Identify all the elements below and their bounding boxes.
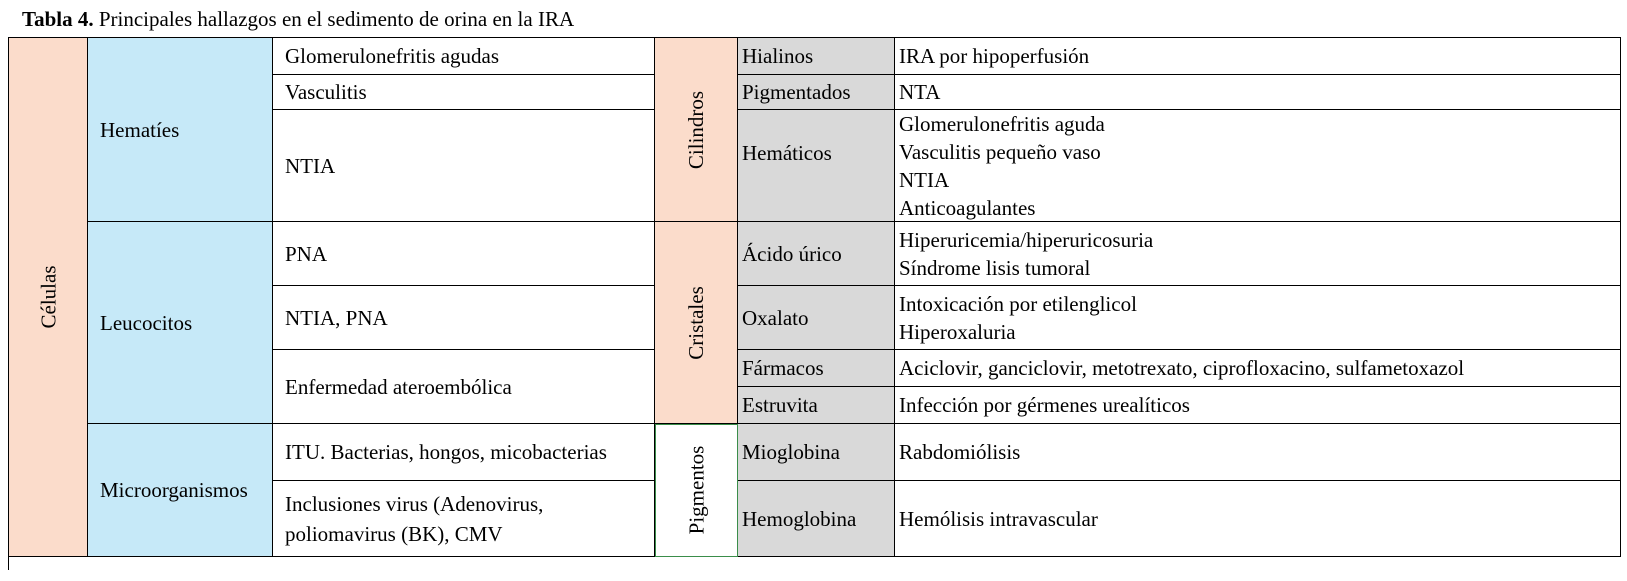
- category-cilindros-label: Cilindros: [684, 90, 708, 169]
- left-finding-text: NTIA, PNA: [285, 305, 388, 330]
- type-label: Hemoglobina: [742, 506, 857, 531]
- finding-cell: [895, 286, 1621, 350]
- type-cell: [738, 222, 895, 286]
- finding-cell: [895, 75, 1621, 110]
- finding-cell: [895, 387, 1621, 424]
- finding-text: Aciclovir, ganciclovir, metotrexato, ciprofloxacino, sulfametoxazol: [899, 356, 1465, 380]
- caption-text: Principales hallazgos en el sedimento de orina en la IRA: [93, 7, 575, 31]
- type-cell: [738, 38, 895, 75]
- left-finding-cell: [273, 110, 655, 222]
- urine-sediment-table: [8, 37, 1621, 570]
- left-finding-cell: [273, 350, 655, 424]
- left-finding-cell: [273, 286, 655, 350]
- finding-text: Rabdomiólisis: [899, 440, 1021, 464]
- group-hematies: [88, 38, 273, 222]
- finding-cell: [895, 110, 1621, 222]
- finding-text: NTIA: [899, 167, 950, 192]
- type-cell: [738, 387, 895, 424]
- left-finding-text: PNA: [285, 241, 328, 266]
- type-cell: [738, 350, 895, 387]
- type-label: Oxalato: [742, 305, 809, 330]
- category-cristales: [655, 222, 738, 424]
- group-microorganismos-label: Microorganismos: [100, 478, 248, 502]
- group-microorganismos: [88, 424, 273, 557]
- finding-text: Glomerulonefritis aguda: [899, 111, 1105, 136]
- finding-text: Infección por gérmenes urealíticos: [899, 393, 1190, 417]
- finding-text: Vasculitis pequeño vaso: [899, 139, 1101, 164]
- group-leucocitos: [88, 222, 273, 424]
- category-cristales-label: Cristales: [684, 285, 708, 360]
- finding-cell: [895, 481, 1621, 557]
- category-cells: [9, 38, 88, 557]
- table-caption: [22, 6, 574, 32]
- type-label: Estruvita: [742, 393, 818, 417]
- type-label: Mioglobina: [742, 440, 840, 464]
- left-finding-cell: [273, 75, 655, 110]
- left-finding-cell: [273, 424, 655, 481]
- finding-text: Síndrome lisis tumoral: [899, 255, 1091, 280]
- left-finding-cell: [273, 481, 655, 557]
- finding-cell: [895, 350, 1621, 387]
- group-hematies-label: Hematíes: [100, 117, 180, 142]
- finding-cell: [895, 38, 1621, 75]
- type-label: Fármacos: [742, 356, 824, 380]
- category-pigmentos-label: Pigmentos: [684, 445, 708, 535]
- finding-text: Hemólisis intravascular: [899, 506, 1098, 531]
- left-finding-text: Inclusiones virus (Adenovirus, poliomavirus (BK), CMV: [285, 491, 544, 546]
- group-leucocitos-label: Leucocitos: [100, 310, 193, 335]
- type-label: Pigmentados: [742, 80, 851, 104]
- finding-text: Intoxicación por etilenglicol: [899, 291, 1137, 316]
- finding-text: IRA por hipoperfusión: [899, 44, 1090, 68]
- finding-cell: [895, 222, 1621, 286]
- caption-label: Tabla 4.: [22, 7, 94, 31]
- left-finding-text: Glomerulonefritis agudas: [285, 44, 500, 68]
- type-cell: [738, 424, 895, 481]
- finding-cell: [895, 424, 1621, 481]
- left-finding-text: Vasculitis: [285, 80, 367, 104]
- type-cell: [738, 481, 895, 557]
- left-finding-text: NTIA: [285, 153, 336, 178]
- finding-text: Hiperoxaluria: [899, 319, 1016, 344]
- category-cilindros: [655, 38, 738, 222]
- category-cells-label: Células: [36, 265, 60, 329]
- left-finding-text: Enfermedad ateroembólica: [285, 374, 512, 399]
- left-finding-cell: [273, 38, 655, 75]
- finding-text: Anticoagulantes: [899, 195, 1036, 220]
- type-label: Hialinos: [742, 44, 814, 68]
- type-label: Ácido úrico: [742, 241, 842, 266]
- type-cell: [738, 110, 895, 222]
- type-cell: [738, 286, 895, 350]
- left-finding-cell: [273, 222, 655, 286]
- finding-text: NTA: [899, 80, 941, 104]
- type-cell: [738, 75, 895, 110]
- category-pigmentos: [655, 424, 738, 557]
- finding-text: Hiperuricemia/hiperuricosuria: [899, 227, 1154, 252]
- left-finding-text: ITU. Bacterias, hongos, micobacterias: [285, 440, 607, 464]
- type-label: Hemáticos: [742, 140, 832, 165]
